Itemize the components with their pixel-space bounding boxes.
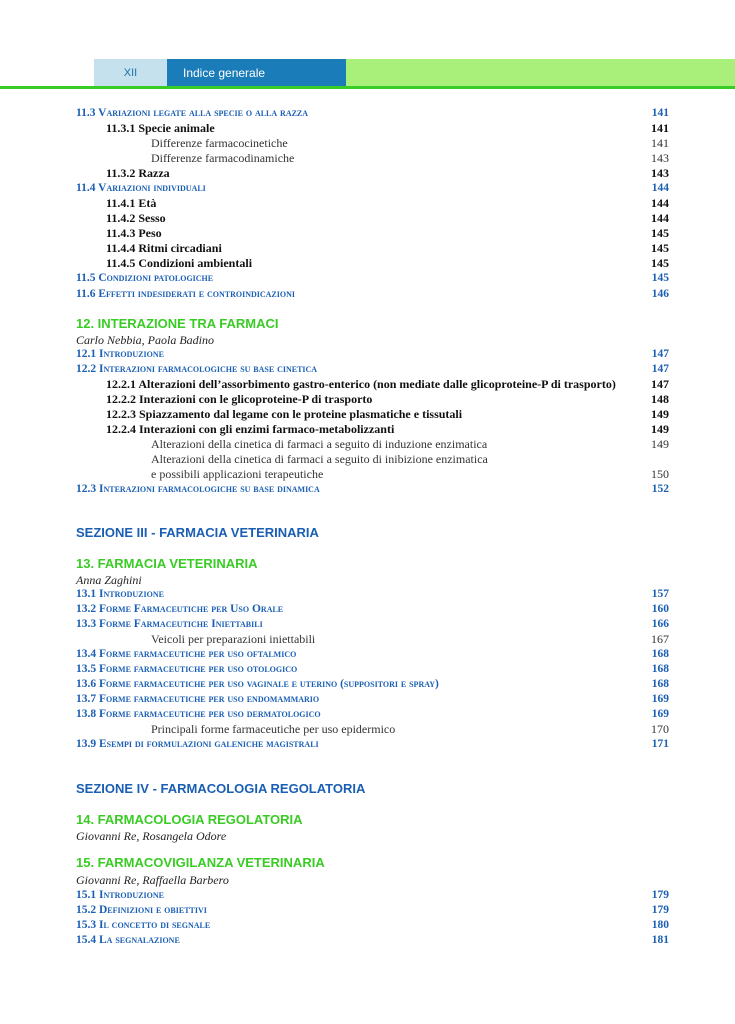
toc-entry-page: 167: [651, 632, 669, 646]
toc-entry[interactable]: [0, 287, 735, 302]
toc-entry-page: 179: [651, 904, 669, 916]
chapter-authors: Anna Zaghini: [76, 573, 142, 587]
header-blank-band: [0, 59, 94, 86]
toc-entry[interactable]: [0, 196, 735, 211]
toc-entry[interactable]: [0, 737, 735, 752]
toc-entry[interactable]: [0, 617, 735, 632]
toc-entry-page: 150: [651, 467, 669, 481]
chapter-title: 15. FARMACOVIGILANZA VETERINARIA: [76, 855, 325, 870]
toc-entry-title: Differenze farmacocinetiche: [151, 136, 288, 150]
toc-entry-page: 169: [651, 693, 669, 705]
toc-entry[interactable]: [0, 121, 735, 136]
toc-entry-page: 145: [651, 256, 669, 270]
toc-entry[interactable]: [0, 166, 735, 181]
toc-entry-page: 141: [651, 136, 669, 150]
toc-entry[interactable]: [0, 151, 735, 166]
toc-entry-page: 149: [651, 437, 669, 451]
toc-entry[interactable]: [0, 452, 735, 467]
toc-entry[interactable]: [0, 918, 735, 933]
toc-entry-page: 157: [651, 588, 669, 600]
toc-entry-page: 144: [651, 211, 669, 225]
toc-entry-title: 15.2 Definizioni e obiettivi: [76, 904, 207, 916]
toc-entry-title: 13.9 Esempi di formulazioni galeniche magistrali: [76, 738, 319, 750]
toc-entry-title: 13.3 Forme Farmaceutiche Iniettabili: [76, 618, 263, 630]
toc-entry-title: 12.1 Introduzione: [76, 348, 164, 360]
toc-entry-title: 12.2 Interazioni farmacologiche su base cinetica: [76, 363, 318, 375]
toc-entry-title: 12.3 Interazioni farmacologiche su base dinamica: [76, 483, 320, 495]
toc-entry-page: 166: [651, 618, 669, 630]
toc-entry[interactable]: [0, 467, 735, 482]
toc-entry-page: 145: [651, 241, 669, 255]
toc-entry-page: 179: [651, 889, 669, 901]
toc-entry[interactable]: [0, 136, 735, 151]
toc-entry[interactable]: [0, 256, 735, 271]
toc-entry-page: 147: [651, 377, 669, 391]
running-title: Indice generale: [183, 66, 266, 80]
toc-entry-title: 11.4 Variazioni individuali: [76, 182, 206, 194]
toc-entry-title: 11.3.2 Razza: [106, 166, 170, 180]
toc-entry-page: 152: [651, 483, 669, 495]
toc-entry-title: 13.6 Forme farmaceutiche per uso vaginale e uterino (suppositori e spray): [76, 678, 439, 690]
toc-entry-title: 13.4 Forme farmaceutiche per uso oftalmico: [76, 648, 297, 660]
toc-entry-page: 146: [651, 288, 669, 300]
toc-entry[interactable]: [0, 632, 735, 647]
toc-entry-page: 149: [651, 407, 669, 421]
toc-entry-page: 144: [651, 182, 669, 194]
toc-entry-page: 141: [651, 121, 669, 135]
toc-entry-page: 144: [651, 196, 669, 210]
toc-entry-title: Alterazioni della cinetica di farmaci a seguito di inibizione enzimatica: [151, 452, 488, 466]
toc-entry[interactable]: [0, 181, 735, 196]
toc-entry-title: 11.4.1 Età: [106, 196, 157, 210]
toc-entry[interactable]: [0, 722, 735, 737]
toc-entry-page: 168: [651, 648, 669, 660]
toc-entry[interactable]: [0, 482, 735, 497]
toc-entry-title: Veicoli per preparazioni iniettabili: [151, 632, 316, 646]
header-rule: [0, 86, 735, 89]
toc-entry-title: 11.3 Variazioni legate alla specie o alla razza: [76, 107, 309, 119]
toc-entry[interactable]: [0, 271, 735, 286]
page-header: [0, 59, 735, 86]
toc-entry-title: 13.2 Forme Farmaceutiche per Uso Orale: [76, 603, 284, 615]
toc-entry-title: 11.4.3 Peso: [106, 226, 162, 240]
toc-entry-page: 169: [651, 708, 669, 720]
toc-entry-page: 148: [651, 392, 669, 406]
toc-entry-page: 149: [651, 422, 669, 436]
toc-entry-title: 15.1 Introduzione: [76, 889, 164, 901]
toc-entry-page: 143: [651, 151, 669, 165]
toc-entry-page: 180: [651, 919, 669, 931]
toc-entry-title: 13.5 Forme farmaceutiche per uso otologico: [76, 663, 298, 675]
toc-entry[interactable]: [0, 392, 735, 407]
toc-entry[interactable]: [0, 647, 735, 662]
toc-entry-title: e possibili applicazioni terapeutiche: [151, 467, 324, 481]
toc-entry[interactable]: [0, 362, 735, 377]
toc-entry-title: Principali forme farmaceutiche per uso epidermico: [151, 722, 396, 736]
toc-entry[interactable]: [0, 933, 735, 948]
toc-entry[interactable]: [0, 241, 735, 256]
toc-entry-title: 11.4.4 Ritmi circadiani: [106, 241, 222, 255]
page-number: XII: [123, 67, 138, 79]
chapter-authors: Giovanni Re, Raffaella Barbero: [76, 873, 229, 887]
toc-entry[interactable]: [0, 677, 735, 692]
toc-entry[interactable]: [0, 707, 735, 722]
toc-entry-title: 15.4 La segnalazione: [76, 934, 180, 946]
toc-entry[interactable]: [0, 407, 735, 422]
toc-entry-title: 12.2.3 Spiazzamento dal legame con le proteine plasmatiche e tissutali: [106, 407, 463, 421]
toc-entry[interactable]: [0, 903, 735, 918]
toc-entry[interactable]: [0, 347, 735, 362]
chapter-title: 13. FARMACIA VETERINARIA: [76, 556, 258, 571]
toc-entry-title: 13.1 Introduzione: [76, 588, 164, 600]
toc-entry-page: 147: [651, 363, 669, 375]
toc-entry-title: 13.7 Forme farmaceutiche per uso endomammario: [76, 693, 320, 705]
chapter-title: 14. FARMACOLOGIA REGOLATORIA: [76, 812, 303, 827]
toc-entry-page: 168: [651, 663, 669, 675]
toc-entry[interactable]: [0, 106, 735, 121]
chapter-authors: Carlo Nebbia, Paola Badino: [76, 333, 214, 347]
toc-entry-page: 145: [651, 226, 669, 240]
toc-entry[interactable]: [0, 226, 735, 241]
toc-entry-title: 12.2.4 Interazioni con gli enzimi farmaco-metabolizzanti: [106, 422, 395, 436]
toc-entry-title: 15.3 Il concetto di segnale: [76, 919, 211, 931]
toc-entry-title: 11.3.1 Specie animale: [106, 121, 215, 135]
header-accent-band: [346, 59, 735, 86]
toc-entry-page: 147: [651, 348, 669, 360]
toc-entry-title: 11.4.2 Sesso: [106, 211, 166, 225]
toc-entry-title: Alterazioni della cinetica di farmaci a seguito di induzione enzimatica: [151, 437, 488, 451]
toc-entry-page: 160: [651, 603, 669, 615]
toc-entry-page: 143: [651, 166, 669, 180]
toc-entry[interactable]: [0, 692, 735, 707]
toc-entry-title: 12.2.2 Interazioni con le glicoproteine-P di trasporto: [106, 392, 373, 406]
section-title: SEZIONE III - FARMACIA VETERINARIA: [76, 525, 319, 540]
toc-entry-title: Differenze farmacodinamiche: [151, 151, 295, 165]
toc-entry[interactable]: [0, 587, 735, 602]
chapter-authors: Giovanni Re, Rosangela Odore: [76, 829, 227, 843]
toc-entry-title: 12.2.1 Alterazioni dell’assorbimento gastro-enterico (non mediate dalle glicoproteine-P di trasporto): [106, 377, 616, 391]
toc-entry[interactable]: [0, 602, 735, 617]
toc-entry[interactable]: [0, 377, 735, 392]
toc-entry-title: 11.6 Effetti indesiderati e controindicazioni: [76, 288, 295, 300]
chapter-title: 12. INTERAZIONE TRA FARMACI: [76, 316, 279, 331]
toc-entry-page: 171: [651, 738, 669, 750]
toc-entry-title: 13.8 Forme farmaceutiche per uso dermatologico: [76, 708, 321, 720]
toc-entry[interactable]: [0, 422, 735, 437]
toc-entry-title: 11.5 Condizioni patologiche: [76, 272, 214, 284]
toc-entry-page: 145: [651, 272, 669, 284]
toc-entry-page: 181: [651, 934, 669, 946]
toc-entry[interactable]: [0, 211, 735, 226]
toc-entry-page: 170: [651, 722, 669, 736]
toc-entry-title: 11.4.5 Condizioni ambientali: [106, 256, 253, 270]
toc-entry-page: 141: [651, 107, 669, 119]
toc-entry[interactable]: [0, 437, 735, 452]
toc-entry[interactable]: [0, 662, 735, 677]
toc-entry-page: 168: [651, 678, 669, 690]
toc-entry[interactable]: [0, 888, 735, 903]
section-title: SEZIONE IV - FARMACOLOGIA REGOLATORIA: [76, 781, 366, 796]
